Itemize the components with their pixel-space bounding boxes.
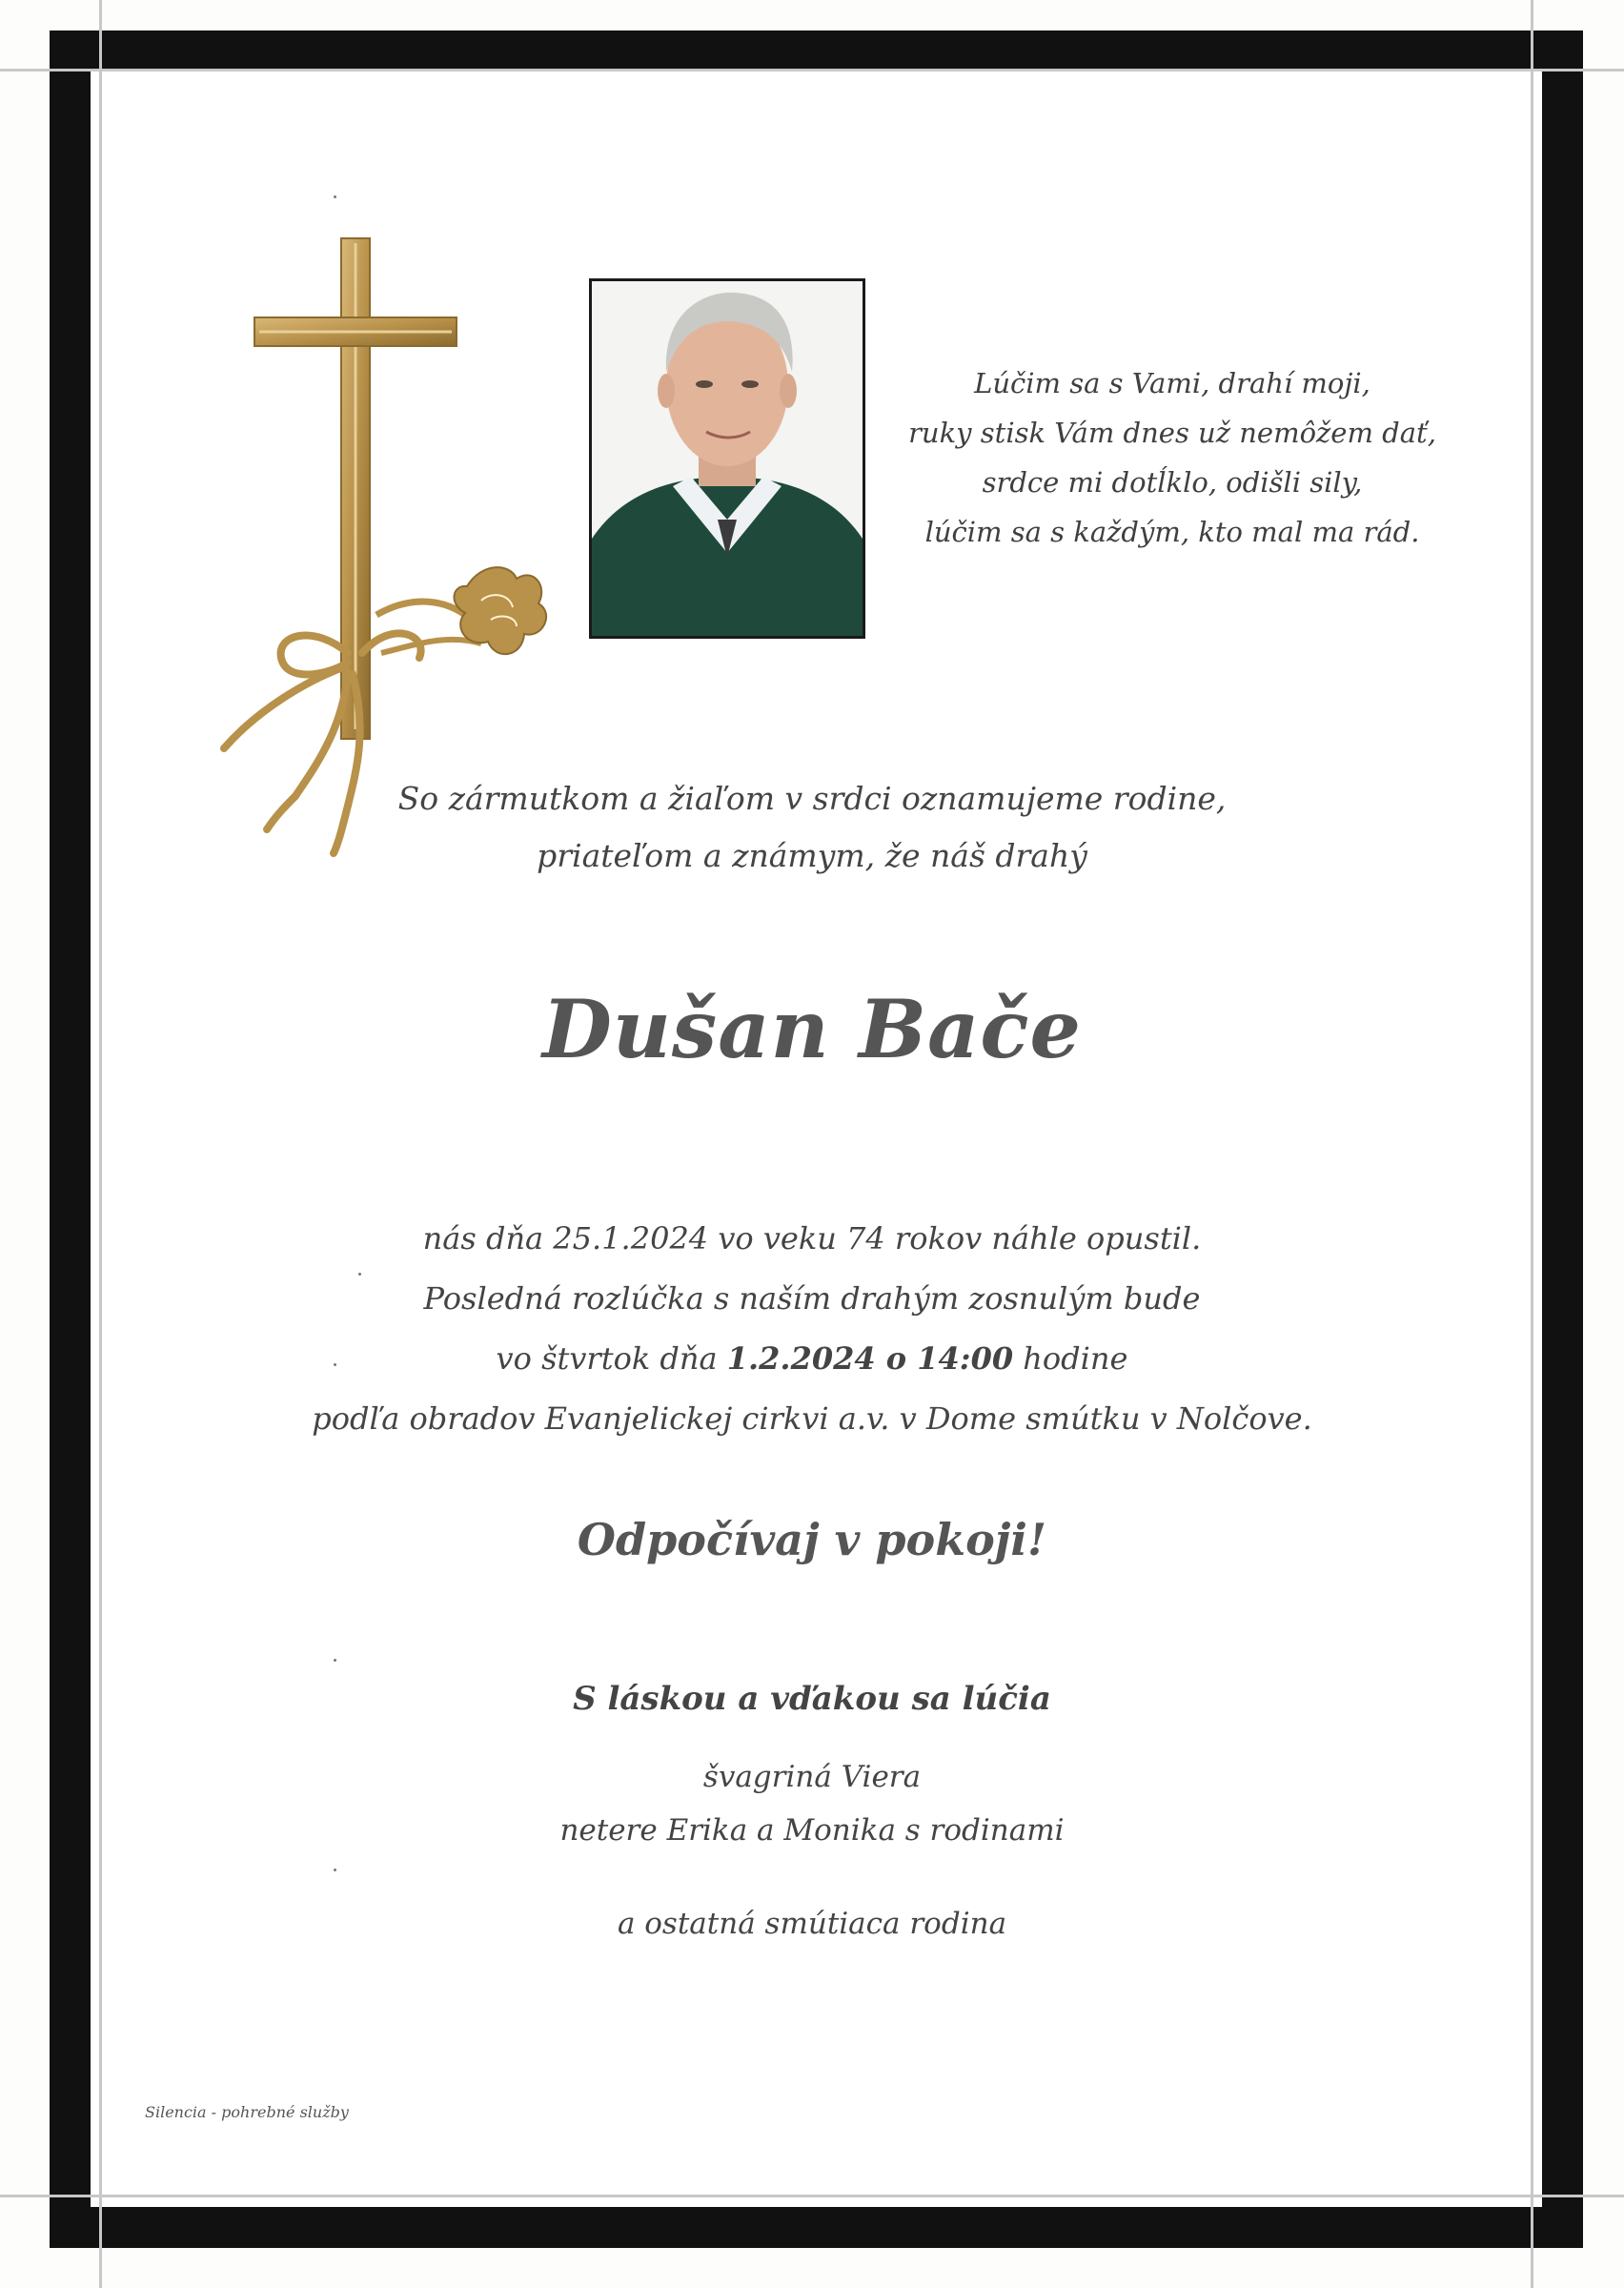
mourner: švagriná Viera (702, 1760, 922, 1794)
speck (334, 1659, 336, 1662)
poem-line: lúčim sa s každým, kto mal ma rád. (924, 516, 1420, 548)
funeral-service-credit: Silencia - pohrebné služby (145, 2103, 349, 2121)
death-date-line: nás dňa 25.1.2024 vo veku 74 rokov náhle opustil. (422, 1220, 1202, 1256)
ceremony-prefix: vo štvrtok dňa (496, 1340, 727, 1377)
poem-line: srdce mi dotĺklo, odišli sily, (982, 466, 1363, 499)
rest-in-peace: Odpočívaj v pokoji! (577, 1514, 1047, 1565)
crop-line-bottom (0, 2195, 1624, 2197)
crop-line-left (99, 0, 102, 2288)
deceased-portrait (589, 278, 865, 639)
ceremony-suffix: hodine (1013, 1340, 1128, 1377)
ceremony-datetime-line (288, 1329, 1336, 1389)
intro-line: priateľom a známym, že náš drahý (537, 837, 1087, 874)
ceremony-location-line: podľa obradov Evanjelickej cirkvi a.v. v Dome smútku v Nolčove. (312, 1400, 1312, 1437)
mourner: netere Erika a Monika s rodinami (559, 1813, 1065, 1848)
speck (334, 1363, 336, 1366)
poem-line: Lúčim sa s Vami, drahí moji, (974, 367, 1370, 399)
mourning-family: a ostatná smútiaca rodina (617, 1907, 1007, 1941)
deceased-name: Dušan Bače (542, 982, 1082, 1076)
ceremony-datetime: 1.2.2024 o 14:00 (726, 1340, 1014, 1377)
farewell-poem (896, 358, 1449, 557)
crop-line-right (1531, 0, 1533, 2288)
crop-line-top (0, 69, 1624, 72)
farewell-heading: S láskou a vďakou sa lúčia (573, 1680, 1051, 1718)
speck (334, 195, 336, 198)
portrait-photo-icon (592, 281, 863, 636)
frame-left-border (50, 31, 91, 2248)
speck (358, 1273, 361, 1276)
speck (334, 1869, 336, 1871)
frame-bottom-border (50, 2207, 1583, 2248)
frame-top-border (50, 31, 1583, 72)
frame-right-border (1542, 31, 1583, 2248)
mourners-list (335, 1750, 1289, 1857)
poem-line: ruky stisk Vám dnes už nemôžem dať, (908, 417, 1436, 449)
announcement-intro (335, 770, 1289, 885)
funeral-details (288, 1209, 1336, 1449)
intro-line: So zármutkom a žiaľom v srdci oznamujeme rodine, (397, 780, 1227, 817)
farewell-notice-line: Posledná rozlúčka s naším drahým zosnulým bude (423, 1280, 1201, 1317)
